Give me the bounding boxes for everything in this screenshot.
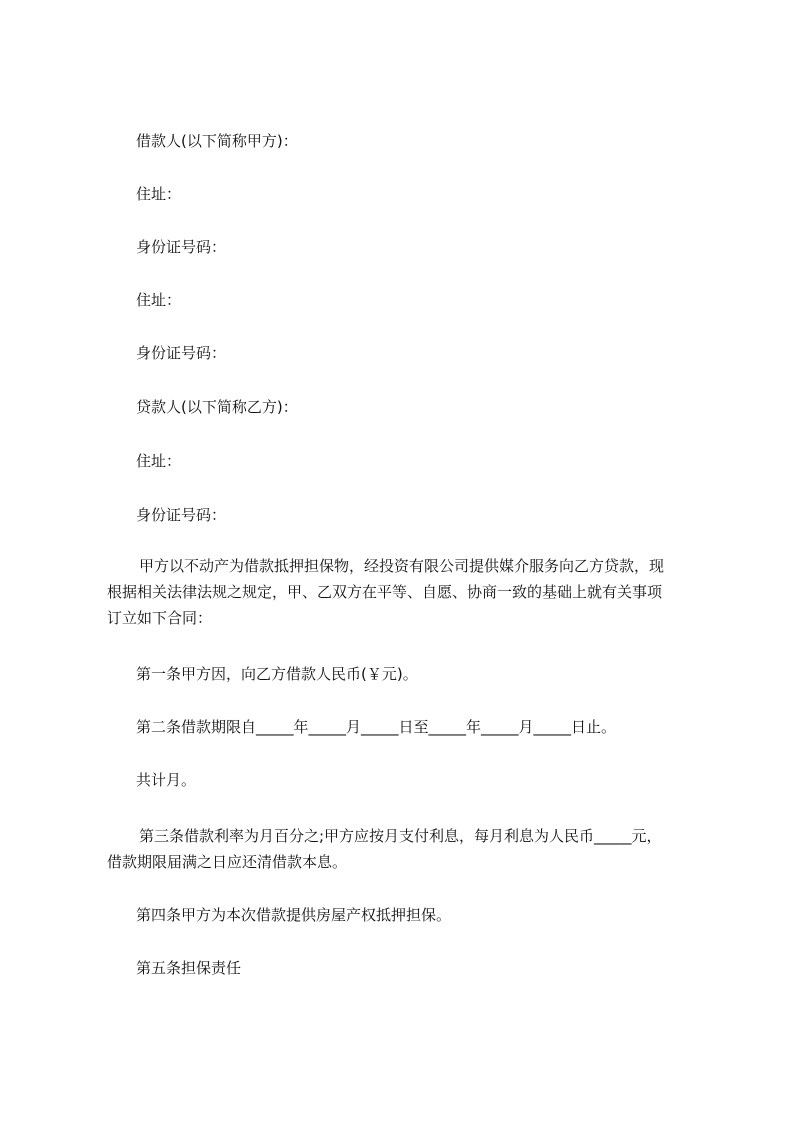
borrower-address-label: 住址： [136,185,182,203]
lender-address-label: 住址： [136,452,182,470]
borrower-label: 借款人(以下简称甲方)： [136,132,298,150]
second-id-label: 身份证号码： [136,344,227,362]
intro-line-2: 根据相关法律法规之规定，甲、乙双方在平等、自愿、协商一致的基础上就有关事项 [107,583,663,601]
total-months: 共计月。 [136,771,197,789]
article-2: 第二条借款期限自_____年_____月_____日至_____年_____月_____日止。 [136,718,617,736]
intro-line-3: 订立如下合同： [107,609,213,627]
article-3-line-1: 第三条借款利率为月百分之;甲方应按月支付利息，每月利息为人民币_____元， [139,827,662,845]
lender-label: 贷款人(以下简称乙方)： [136,398,298,416]
lender-id-label: 身份证号码： [136,506,227,524]
article-4: 第四条甲方为本次借款提供房屋产权抵押担保。 [136,906,452,924]
intro-line-1: 甲方以不动产为借款抵押担保物，经投资有限公司提供媒介服务向乙方贷款，现 [139,557,665,575]
article-3-line-2: 借款期限届满之日应还清借款本息。 [107,853,348,871]
article-3 [107,823,707,875]
intro-paragraph [107,553,707,631]
article-5: 第五条担保责任 [136,959,242,977]
borrower-id-label: 身份证号码： [136,238,227,256]
second-address-label: 住址： [136,291,182,309]
article-1: 第一条甲方因，向乙方借款人民币(￥元)。 [136,665,418,683]
